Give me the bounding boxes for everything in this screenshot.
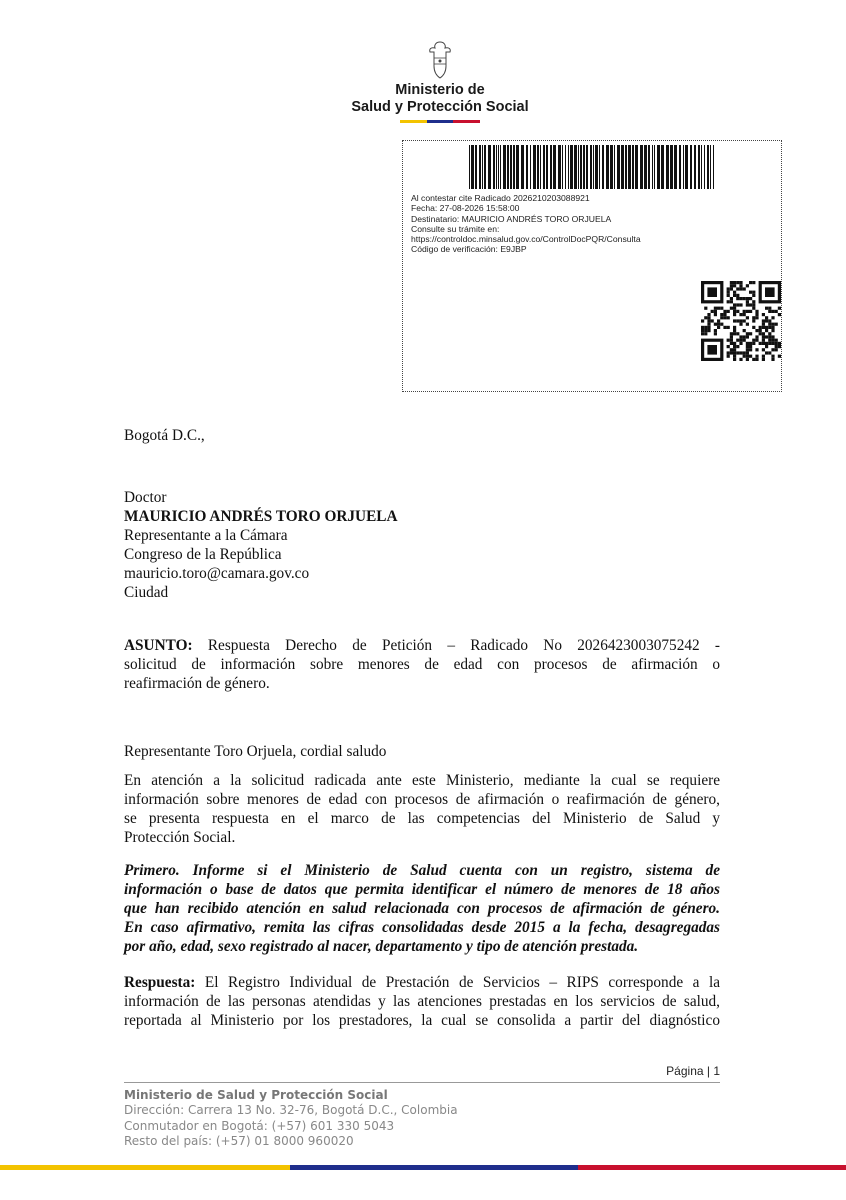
stamp-recipient: Destinatario: MAURICIO ANDRÉS TORO ORJUELA (411, 213, 612, 224)
footer-title: Ministerio de Salud y Protección Social (124, 1088, 388, 1102)
subject-line3: reafirmación de género. (124, 675, 270, 692)
recipient-org: Congreso de la República (124, 546, 282, 563)
subject-line1: Respuesta Derecho de Petición – Radicado No 2026423003075242 - (207, 637, 721, 654)
footer-divider (124, 1082, 720, 1083)
letter-city (124, 426, 720, 445)
colombia-coat-of-arms-icon (426, 40, 454, 80)
footer (124, 1088, 724, 1149)
qr-code-icon (701, 281, 781, 361)
recipient-role: Representante a la Cámara (124, 527, 288, 544)
question-line: por año, edad, sexo registrado al nacer, departamento y tipo de atención prestada. (124, 938, 639, 955)
page-number: Página | 1 (666, 1064, 720, 1078)
greeting-line: Representante Toro Orjuela, cordial saludo (124, 743, 387, 760)
intro-line: información sobre menores de edad con procesos de afirmación o reafirmación de género, (124, 791, 720, 808)
flag-stripe (400, 120, 480, 123)
answer-line: El Registro Individual de Prestación de Servicios – RIPS corresponde a la (204, 974, 720, 991)
recipient-name: MAURICIO ANDRÉS TORO ORJUELA (124, 508, 398, 525)
radicado-stamp (402, 140, 782, 392)
recipient-email: mauricio.toro@camara.gov.co (124, 565, 310, 582)
ministry-header (340, 40, 540, 123)
subject-label: ASUNTO: (124, 637, 193, 654)
barcode-icon (469, 145, 715, 189)
city-line: Bogotá D.C., (124, 427, 205, 444)
stamp-text (411, 193, 781, 255)
intro-line: Protección Social. (124, 829, 236, 846)
footer-phone-country: Resto del país: (+57) 01 8000 960020 (124, 1133, 354, 1148)
answer-line: información de las personas atendidas y las atenciones prestadas en los servicios de salud, (124, 993, 720, 1010)
ministry-name-line1: Ministerio de (395, 82, 485, 98)
ministry-name-line2: Salud y Protección Social (351, 99, 529, 115)
footer-address: Dirección: Carrera 13 No. 32-76, Bogotá D.C., Colombia (124, 1103, 458, 1118)
answer-paragraph (124, 973, 720, 1030)
question-line: En caso afirmativo, remita las cifras consolidadas desde 2015 a la fecha, desagregadas (124, 919, 720, 936)
recipient-block (124, 488, 720, 602)
greeting (124, 742, 720, 761)
subject-line2: solicitud de información sobre menores de edad con procesos de afirmación o (124, 656, 720, 673)
footer-phone-bogota: Conmutador en Bogotá: (+57) 601 330 5043 (124, 1118, 395, 1133)
recipient-title: Doctor (124, 489, 167, 506)
recipient-place: Ciudad (124, 584, 169, 601)
stamp-consult-url: https://controldoc.minsalud.gov.co/ControlDocPQR/Consulta (411, 234, 641, 245)
footer-flag-bar (0, 1165, 846, 1170)
answer-line: reportada al Ministerio por los prestadores, la cual se consolida a partir del diagnóstico (124, 1012, 720, 1029)
stamp-consult-label: Consulte su trámite en: (411, 223, 500, 234)
answer-label: Respuesta: (124, 974, 196, 991)
question-line: Primero. Informe si el Ministerio de Salud cuenta con un registro, sistema de (124, 862, 720, 879)
question-line: que han recibido atención en salud relacionada con procesos de afirmación de género. (124, 900, 720, 917)
stamp-date: Fecha: 27-08-2026 15:58:00 (411, 203, 520, 214)
stamp-verification-code: Código de verificación: E9JBP (411, 244, 527, 255)
question-line: información o base de datos que permita identificar el número de menores de 18 años (124, 881, 720, 898)
subject-block (124, 636, 720, 693)
stamp-radicado: Al contestar cite Radicado 2026210203088921 (411, 193, 590, 203)
intro-line: se presenta respuesta en el marco de las competencias del Ministerio de Salud y (124, 810, 720, 827)
intro-paragraph (124, 771, 720, 847)
intro-line: En atención a la solicitud radicada ante este Ministerio, mediante la cual se requiere (124, 772, 720, 789)
question-paragraph (124, 861, 720, 956)
